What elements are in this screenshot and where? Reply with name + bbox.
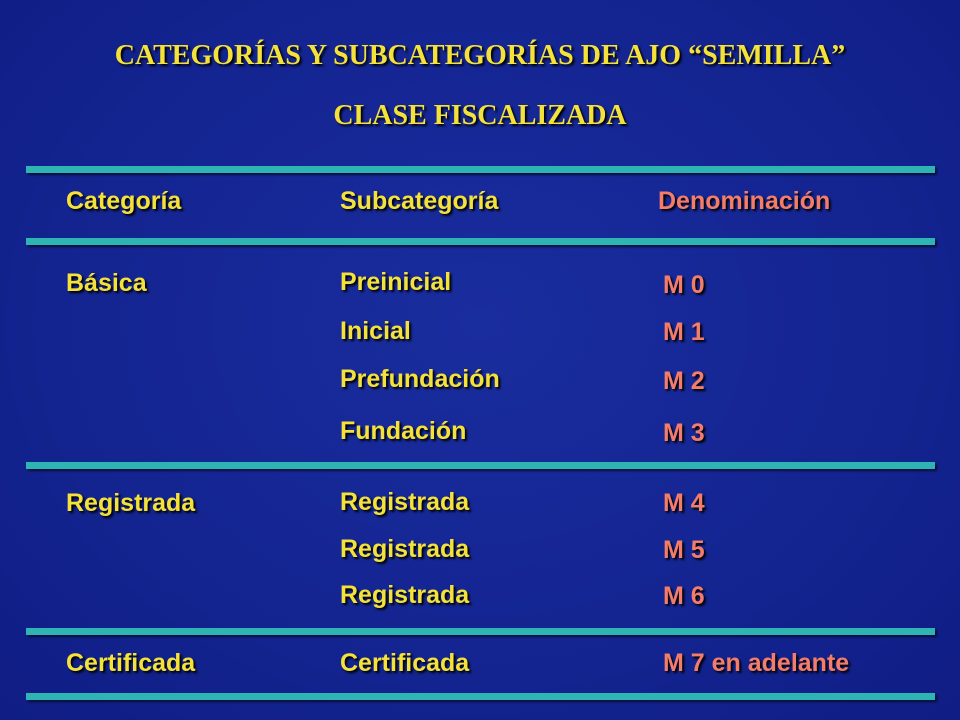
subcategory-cell: Preinicial — [340, 268, 452, 296]
table-rule-group — [26, 628, 935, 635]
header-denominacion: Denominación — [658, 187, 831, 215]
table-rule-top — [26, 166, 935, 173]
denomination-cell: M 4 — [663, 489, 705, 517]
page-title: CATEGORÍAS Y SUBCATEGORÍAS DE AJO “SEMILLA” — [114, 40, 846, 71]
header-categoria: Categoría — [66, 187, 182, 215]
category-basica: Básica — [66, 269, 147, 297]
subcategory-cell: Prefundación — [340, 365, 500, 393]
table-rule-header — [26, 238, 935, 245]
header-subcategoria: Subcategoría — [340, 187, 499, 215]
category-certificada: Certificada — [66, 649, 196, 677]
denomination-cell: M 2 — [663, 367, 705, 395]
subcategory-cell: Inicial — [340, 317, 411, 345]
subcategory-cell: Certificada — [340, 649, 470, 677]
subcategory-cell: Registrada — [340, 535, 470, 563]
page-subtitle: CLASE FISCALIZADA — [333, 100, 627, 131]
denomination-cell: M 3 — [663, 419, 705, 447]
denomination-cell: M 0 — [663, 271, 705, 299]
denomination-cell: M 5 — [663, 536, 705, 564]
denomination-cell: M 7 en adelante — [663, 649, 850, 677]
table-rule-bottom — [26, 693, 935, 700]
denomination-cell: M 6 — [663, 582, 705, 610]
subcategory-cell: Registrada — [340, 581, 470, 609]
subcategory-cell: Registrada — [340, 488, 470, 516]
category-registrada: Registrada — [66, 489, 196, 517]
subcategory-cell: Fundación — [340, 417, 467, 445]
denomination-cell: M 1 — [663, 318, 705, 346]
table-rule-group — [26, 462, 935, 469]
